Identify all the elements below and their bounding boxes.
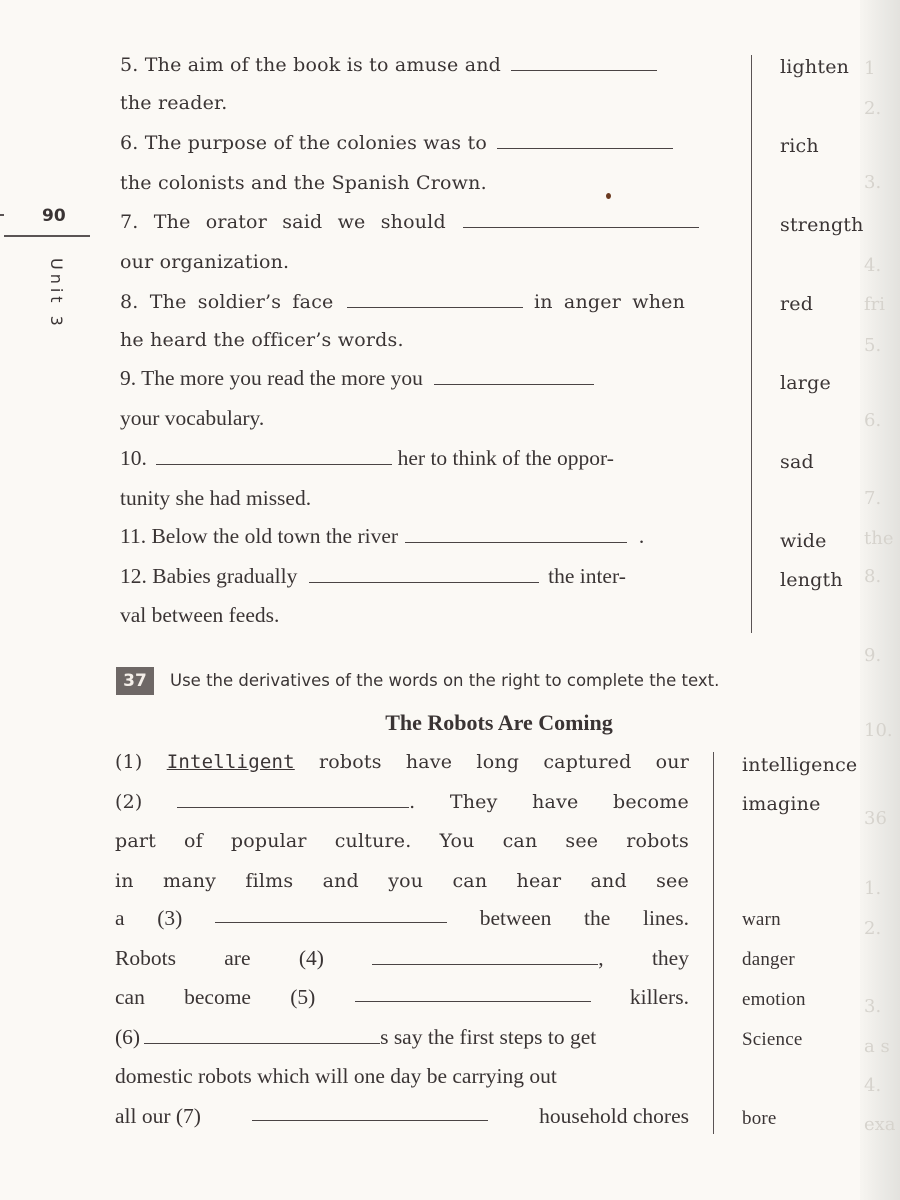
bleed-text: 2. [864,98,882,119]
story-line-9: domestic robots which will one day be carrying out [115,1064,557,1088]
bleed-text: a s [864,1036,890,1057]
exercise-number-badge: 37 [116,667,154,695]
bleed-text: 5. [864,335,882,356]
answer-blank-5-story[interactable] [355,985,591,1002]
item-7-line-2: our organization. [120,251,290,273]
story-word: can [452,870,488,892]
story-word: They [449,791,498,813]
answer-blank-6-story[interactable] [144,1027,380,1044]
story-word: between [479,906,552,930]
answer-blank-8[interactable] [347,291,523,308]
item-10-line-1 [120,446,614,470]
item-text: The soldier’s face [149,291,334,313]
story-line-7 [115,985,689,1009]
story-word: can [502,830,538,852]
story-line-10 [115,1104,689,1128]
bleed-text: 2. [864,918,882,939]
ink-speck [606,193,611,199]
story-line-5 [115,906,689,930]
story-word: of [183,830,203,852]
base-word-lighten: lighten [780,56,850,78]
story-word: are [224,946,251,970]
answer-blank-9[interactable] [434,368,594,385]
item-text: The aim of the book is to amuse and [144,54,502,76]
story-word: see [565,830,599,852]
story-word: see [656,870,689,892]
story-line-3 [115,829,689,853]
gap-number: (5) [290,985,316,1009]
bleed-text: fri [864,294,886,315]
story-word: they [651,946,689,970]
story-line-4 [115,869,689,893]
item-text: Below the old town the river [151,524,399,548]
item-12-line-1 [120,564,626,588]
base-word-sad: sad [780,451,814,473]
story-line-2: (2) . They have become [115,791,689,813]
bleed-text: 6. [864,410,882,431]
gap-number: (4) [298,946,324,970]
item-text: Babies gradually [152,564,298,588]
story-text: household chores [539,1104,689,1128]
bleed-text: exa [864,1114,896,1135]
story-line-1 [115,750,689,774]
item-text: . [638,524,645,548]
base-word-strength: strength [780,214,864,236]
item-number: 8. [120,291,139,313]
story-word: many [162,870,217,892]
story-text: s say the first steps to get [380,1025,597,1049]
item-text: The purpose of the colonies was to [144,132,487,154]
item-9-line-1 [120,366,594,390]
gap-number: (3) [157,906,183,930]
bleed-text: the [864,528,894,549]
story-word: lines. [642,906,689,930]
answer-blank-7-story[interactable] [252,1104,488,1121]
page-edge-bleed-through [860,0,900,1200]
base-word-large: large [780,372,831,394]
base-word-imagine: imagine [742,793,821,815]
item-7-line-1 [120,210,699,234]
item-number: 9. [120,366,137,390]
bleed-text: 9. [864,645,882,666]
story-line-6: Robots are (4) , they [115,946,689,970]
story-word: popular [230,830,307,852]
answer-blank-12[interactable] [309,566,539,583]
bleed-text: 1. [864,878,882,899]
item-6-line-1 [120,131,673,155]
story-word: have [405,751,453,773]
story-word: robots [626,830,689,852]
base-word-intelligence: intelligence [742,754,858,776]
exercise-instruction: Use the derivatives of the words on the right to complete the text. [170,671,720,690]
bleed-text: 7. [864,488,882,509]
unit-label: Unit 3 [47,258,66,330]
story-word: and [322,870,359,892]
word-column-divider [713,752,714,1134]
story-word: killers. [629,985,689,1009]
story-word: hear [516,870,562,892]
story-word: you [388,870,424,892]
story-word: a [115,906,125,930]
item-5-line-1 [120,53,657,77]
base-word-wide: wide [780,530,827,552]
answer-blank-4[interactable] [372,948,598,965]
story-word: long [476,751,520,773]
base-word-length: length [780,569,843,591]
item-12-line-2: val between feeds. [120,603,280,627]
item-number: 6. [120,132,139,154]
base-word-warn: warn [742,909,781,930]
story-word: part [115,830,157,852]
item-number: 5. [120,54,139,76]
margin-tick [0,214,4,216]
page-number: 90 [42,206,66,226]
item-5-line-2: the reader. [120,92,228,114]
item-number: 10. [120,446,147,470]
margin-divider [4,235,90,237]
bleed-text: 36 [864,808,887,829]
gap-number: (1) [115,751,143,773]
item-9-line-2: your vocabulary. [120,406,265,430]
story-word: can [115,985,145,1009]
base-word-emotion: emotion [742,989,806,1010]
base-word-danger: danger [742,949,795,970]
answer-blank-7[interactable] [463,211,699,228]
item-text: in anger when [533,291,686,313]
story-word: Robots [115,946,176,970]
story-title: The Robots Are Coming [385,710,613,735]
gap-number: (6) [115,1025,141,1049]
story-word: and [590,870,627,892]
bleed-text: 4. [864,255,882,276]
bleed-text: 1 [864,58,876,79]
base-word-bore: bore [742,1108,777,1129]
answer-blank-5[interactable] [511,54,657,71]
item-number: 7. [120,211,139,233]
item-text: her to think of the oppor- [397,446,614,470]
story-text: all our (7) [115,1104,201,1128]
gap-number: (2) [115,791,143,813]
item-text: The more you read the more you [141,366,423,390]
answer-blank-3[interactable] [215,906,447,923]
story-word: have [532,791,579,813]
answer-blank-10[interactable] [156,448,392,465]
story-word: robots [318,751,382,773]
bleed-text: 3. [864,996,882,1017]
item-number: 12. [120,564,147,588]
answer-blank-11[interactable] [405,526,627,543]
item-8-line-1 [120,290,685,314]
item-11-line-1 [120,524,644,548]
item-number: 11. [120,524,147,548]
base-word-science: Science [742,1029,803,1050]
word-column-divider [751,55,752,633]
story-line-8 [115,1025,689,1049]
bleed-text: 8. [864,566,882,587]
bleed-text: 4. [864,1075,882,1096]
answer-blank-2[interactable] [177,791,409,808]
item-text: the inter- [548,564,626,588]
item-10-line-2: tunity she had missed. [120,486,312,510]
story-word: in [115,870,134,892]
story-word: our [655,751,689,773]
story-word: culture. [334,830,412,852]
story-word: films [245,870,294,892]
story-word: become [613,791,689,813]
story-word: captured [543,751,632,773]
bleed-text: 10. [864,720,893,741]
item-6-line-2: the colonists and the Spanish Crown. [120,172,487,194]
story-word: become [184,985,251,1009]
item-text: The orator said we should [153,211,446,233]
base-word-red: red [780,293,814,315]
story-word: You [439,830,475,852]
bleed-text: 3. [864,172,882,193]
story-word: the [584,906,611,930]
base-word-rich: rich [780,135,819,157]
item-8-line-2: he heard the officer’s words. [120,329,404,351]
answer-blank-6[interactable] [497,132,673,149]
example-answer: Intelligent [166,751,295,773]
